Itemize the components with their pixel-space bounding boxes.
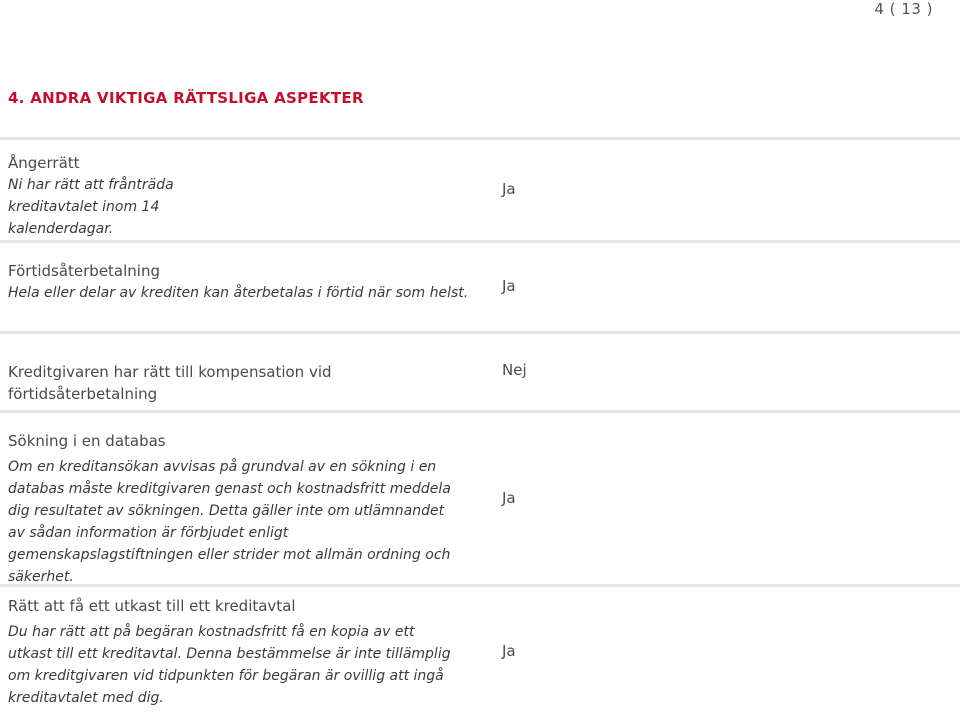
row-heading: Ångerrätt <box>8 154 80 172</box>
section-title: 4. ANDRA VIKTIGA RÄTTSLIGA ASPEKTER <box>8 89 364 107</box>
row-left-cell <box>8 595 478 709</box>
row-value: Ja <box>502 489 516 507</box>
row-value: Ja <box>502 642 516 660</box>
row-value: Ja <box>502 277 516 295</box>
row-heading: Förtidsåterbetalning <box>8 262 160 280</box>
row-value: Ja <box>502 180 516 198</box>
row-description: Om en kreditansökan avvisas på grundval av en sökning i en databas måste kreditgivaren genast och kostnadsfritt meddela dig resultatet av sökningen. Detta gäller inte om utlämnandet av sådan information är förbjudet enligt gemenskapslagstiftningen eller strider mot allmän ordning och säkerhet. <box>8 459 451 585</box>
row-left-cell <box>8 260 478 304</box>
row-left-cell <box>8 152 478 240</box>
info-table <box>0 137 960 712</box>
row-description: Ni har rätt att frånträda kreditavtalet inom 14 kalenderdagar. <box>8 177 174 237</box>
row-description: Hela eller delar av krediten kan återbetalas i förtid när som helst. <box>8 285 469 301</box>
table-row-utkast <box>0 587 960 712</box>
row-heading: Rätt att få ett utkast till ett kreditavtal <box>8 597 296 615</box>
row-heading: Kreditgivaren har rätt till kompensation vid förtidsåterbetalning <box>8 363 332 403</box>
table-row-angerratt <box>0 140 960 240</box>
page-number: 4 ( 13 ) <box>874 0 933 18</box>
table-row-sokning <box>0 413 960 584</box>
table-row-fortidsaterbetalning <box>0 243 960 331</box>
row-heading: Sökning i en databas <box>8 432 166 450</box>
row-description: Du har rätt att på begäran kostnadsfritt få en kopia av ett utkast till ett kreditavtal. Denna bestämmelse är inte tillämplig om kreditgivaren vid tidpunkten för begäran är ovillig att ingå kreditavtalet med dig. <box>8 624 451 706</box>
row-left-cell <box>8 430 478 588</box>
row-value: Nej <box>502 361 527 379</box>
table-row-kompensation <box>0 334 960 410</box>
row-left-cell <box>8 361 478 405</box>
